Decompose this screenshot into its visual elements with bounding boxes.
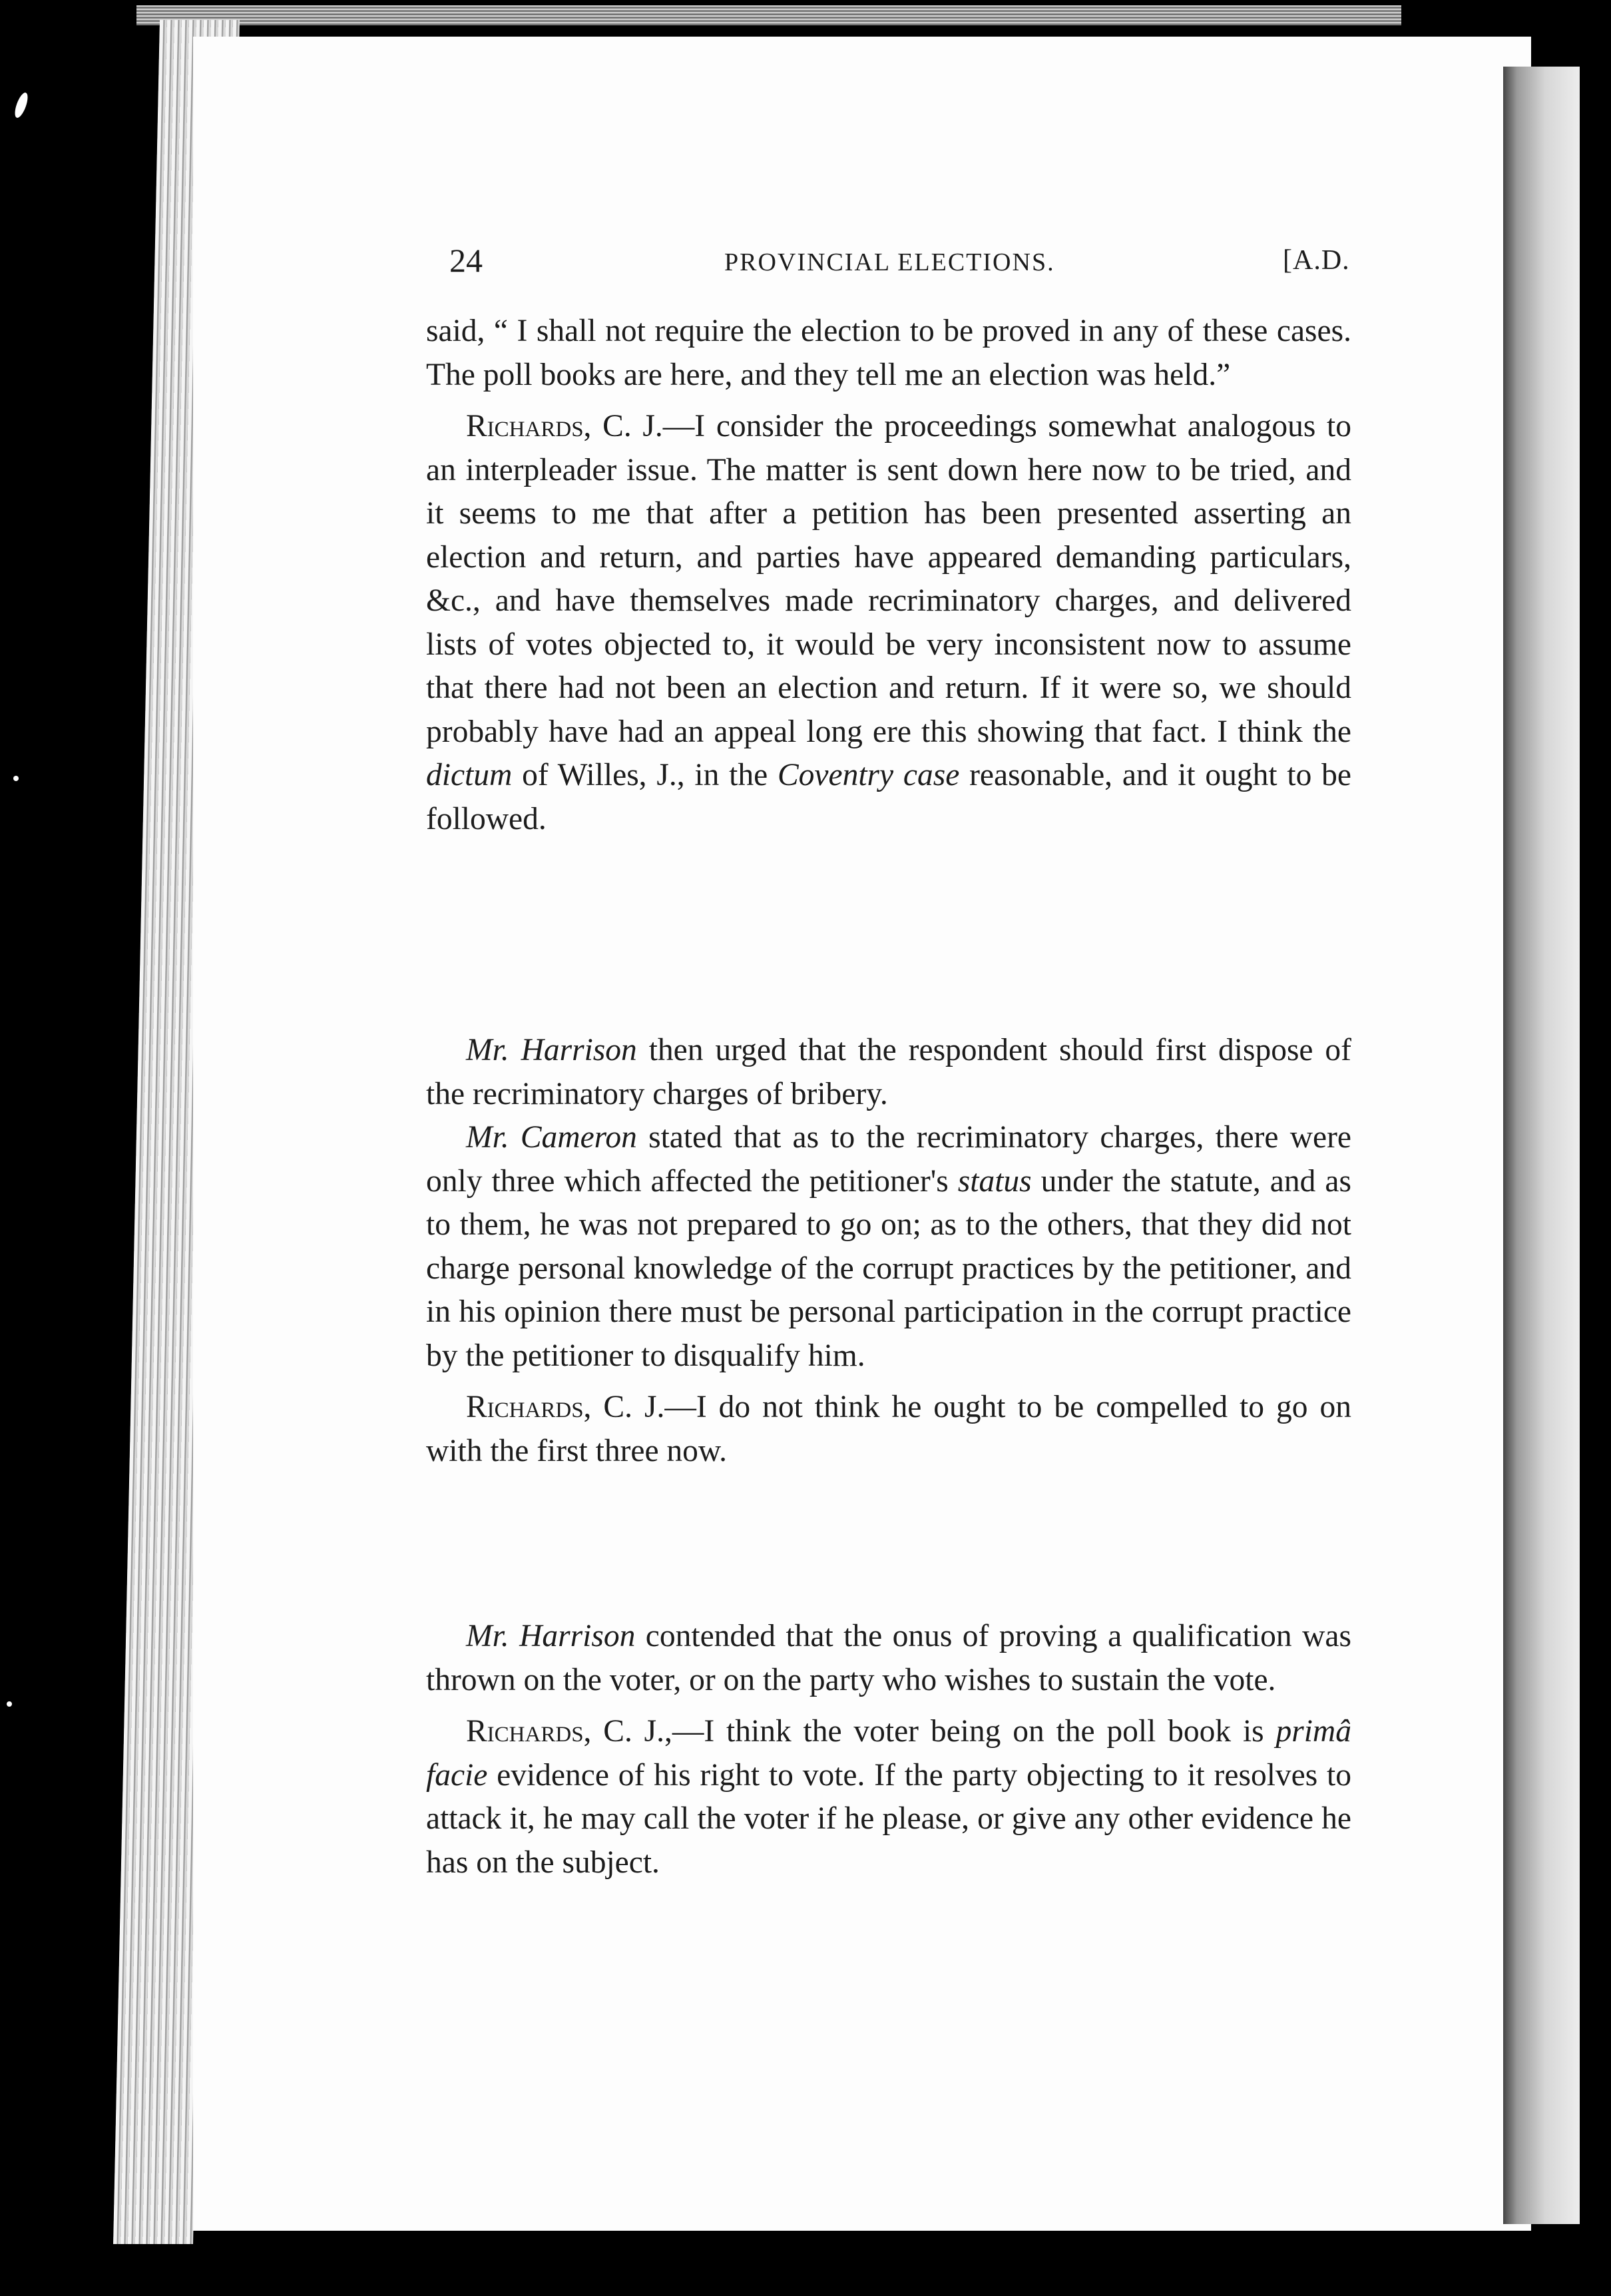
case-name: Coventry case — [777, 758, 960, 792]
scan-speck — [13, 776, 19, 781]
paragraph-richards-ruling-1: Richards, C. J.—I consider the proceedings somewhat analogous to an interpleader issue. The matter is sent down here now to be tried, and it seems to me that after a petition has been presented asserting an election and return, and parties have appeared demanding particulars, &c., and have themselves made recriminatory charges, and delivered lists of votes objected to, it would be very inconsistent now to assume that there had not been an election and return. If it were so, we should probably have had an appeal long ere this showing that fact. I think the dictum of Willes, J., in the Coventry case reasonable, and it ought to be followed. — [426, 409, 1351, 836]
scan-speck — [7, 1701, 12, 1707]
paragraph-richards-ruling-2: Richards, C. J.—I do not think he ought to be compelled to go on with the first three now. — [426, 1390, 1351, 1468]
date-marker: [A.D. — [1283, 245, 1350, 276]
paragraph-continuation: said, “ I shall not require the election to be proved in any of these cases. The poll books are here, and they tell me an election was held.” — [426, 314, 1351, 392]
scan-speck — [13, 91, 31, 119]
paragraph-richards-ruling-3: Richards, C. J.,—I think the voter being on the poll book is primâ facie evidence of his right to vote. If the party objecting to it resolves to attack it, he may call the voter if he please, or give any other evidence he has on the subject. — [426, 1714, 1351, 1880]
running-title: PROVINCIAL ELECTIONS. — [724, 248, 1055, 276]
italic-term: primâ facie — [426, 1714, 1351, 1793]
paragraph-group-2 — [426, 1029, 1351, 1473]
counsel-name: Mr. Cameron — [466, 1120, 637, 1155]
facing-page-edge — [1503, 67, 1580, 2224]
page-edges-top — [136, 5, 1401, 25]
italic-term: status — [957, 1163, 1032, 1199]
paragraph-group-1 — [426, 310, 1351, 841]
paragraph-harrison-1: Mr. Harrison then urged that the respondent should first dispose of the recriminatory charges of bribery. — [426, 1033, 1351, 1111]
speaker-name: Richards, — [466, 409, 592, 443]
speaker-name: Richards, — [466, 1390, 592, 1424]
speaker-name: Richards, — [466, 1714, 592, 1749]
paragraph-cameron: Mr. Cameron stated that as to the recriminatory charges, there were only three which affected the petitioner's status under the statute, and as to them, he was not prepared to go on; as to the others, that they did not charge personal knowledge of the corrupt practices by the petitioner, and in his opinion there must be personal participation in the corrupt practice by the petitioner to disqualify him. — [426, 1120, 1351, 1373]
paragraph-group-3 — [426, 1615, 1351, 1884]
page-number: 24 — [449, 242, 483, 279]
italic-term: dictum — [426, 758, 513, 792]
counsel-name: Mr. Harrison — [466, 1033, 637, 1067]
counsel-name: Mr. Harrison — [466, 1619, 636, 1653]
paragraph-harrison-2: Mr. Harrison contended that the onus of proving a qualification was thrown on the voter, or on the party who wishes to sustain the vote. — [426, 1619, 1351, 1697]
